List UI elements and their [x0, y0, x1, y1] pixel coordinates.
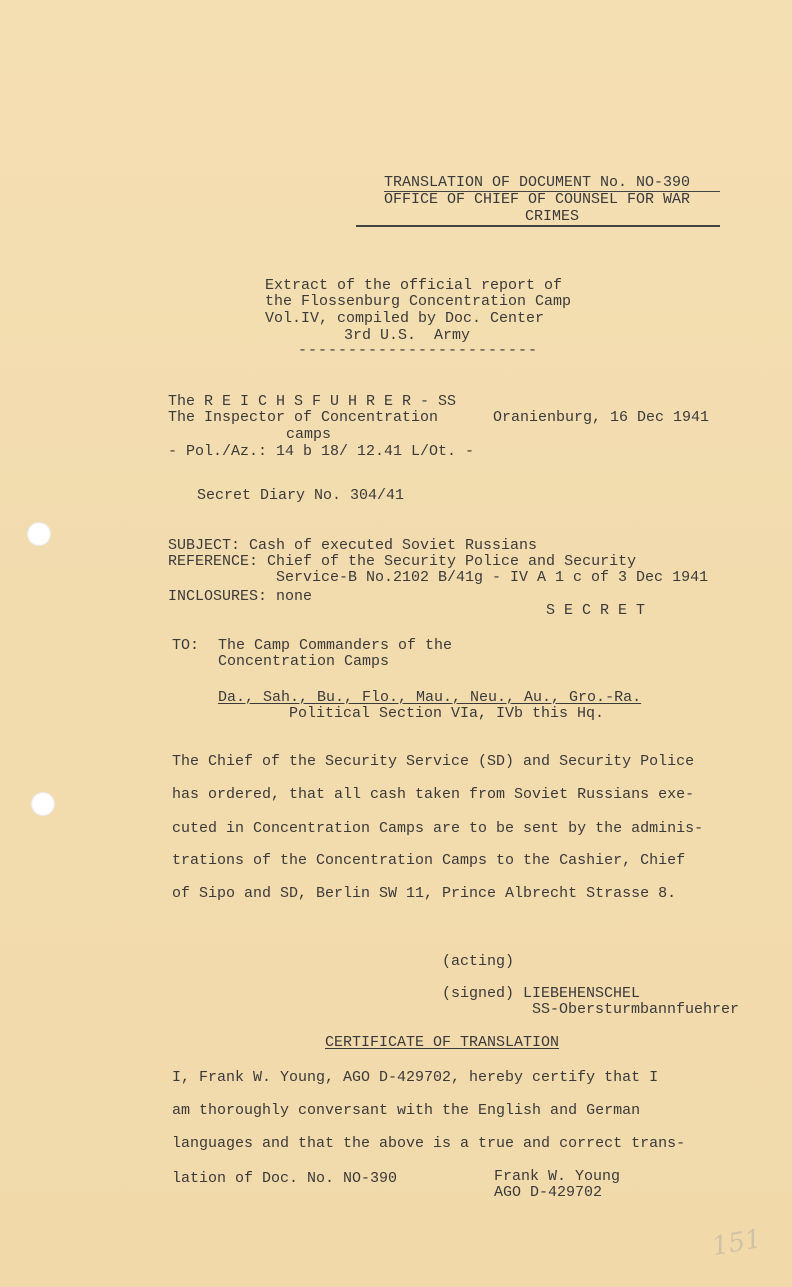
signature-rank: SS-Obersturmbannfuehrer	[532, 1001, 740, 1018]
to-line1: The Camp Commanders of the	[218, 637, 453, 654]
extract-line4: 3rd U.S. Army	[344, 327, 471, 344]
certificate-line3: languages and that the above is a true and correct trans-	[172, 1135, 686, 1152]
political-section: Political Section VIa, IVb this Hq.	[289, 705, 605, 722]
body-line2: has ordered, that all cash taken from Soviet Russians exe-	[172, 786, 695, 803]
extract-line2: the Flossenburg Concentration Camp	[265, 293, 572, 310]
folio-number: 151	[709, 1223, 764, 1263]
translator-id: AGO D-429702	[494, 1184, 603, 1201]
punch-hole	[27, 522, 51, 546]
punch-hole	[31, 792, 55, 816]
certificate-line2: am thoroughly conversant with the English and German	[172, 1102, 641, 1119]
signature-signed: (signed) LIEBEHENSCHEL	[442, 985, 641, 1002]
header-title-line3: CRIMES	[525, 208, 580, 225]
secret-diary: Secret Diary No. 304/41	[197, 487, 405, 504]
certificate-line4: lation of Doc. No. NO-390	[172, 1170, 398, 1187]
reference-number: - Pol./Az.: 14 b 18/ 12.41 L/Ot. -	[168, 443, 475, 460]
header-title-line2: OFFICE OF CHIEF OF COUNSEL FOR WAR	[384, 191, 691, 208]
signature-acting: (acting)	[442, 953, 515, 970]
subject-line: SUBJECT: Cash of executed Soviet Russians	[168, 537, 538, 554]
body-line5: of Sipo and SD, Berlin SW 11, Prince Albrecht Strasse 8.	[172, 885, 677, 902]
letterhead-line2b: camps	[286, 426, 332, 443]
inclosures-line: INCLOSURES: none	[168, 588, 313, 605]
translator-name: Frank W. Young	[494, 1168, 621, 1185]
extract-line1: Extract of the official report of	[265, 277, 563, 294]
letterhead-line2: The Inspector of Concentration	[168, 409, 439, 426]
extract-line3: Vol.IV, compiled by Doc. Center	[265, 310, 545, 327]
to-label: TO:	[172, 637, 200, 654]
secret-stamp: S E C R E T	[546, 602, 646, 619]
certificate-title: CERTIFICATE OF TRANSLATION	[325, 1034, 560, 1051]
camp-list: Da., Sah., Bu., Flo., Mau., Neu., Au., Gro.-Ra.	[218, 689, 642, 706]
letterhead-line1: The R E I C H S F U H R E R - SS	[168, 393, 457, 410]
reference-line1: REFERENCE: Chief of the Security Police and Security	[168, 553, 637, 570]
header-rule	[356, 225, 720, 227]
header-title-line1: TRANSLATION OF DOCUMENT No. NO-390	[384, 174, 691, 191]
body-line3: cuted in Concentration Camps are to be sent by the adminis-	[172, 820, 704, 837]
to-line2: Concentration Camps	[218, 653, 390, 670]
place-date: Oranienburg, 16 Dec 1941	[493, 409, 710, 426]
body-line1: The Chief of the Security Service (SD) and Security Police	[172, 753, 695, 770]
reference-line2: Service-B No.2102 B/41g - IV A 1 c of 3 Dec 1941	[276, 569, 709, 586]
certificate-line1: I, Frank W. Young, AGO D-429702, hereby certify that I	[172, 1069, 659, 1086]
extract-divider: ------------------------	[298, 342, 539, 359]
body-line4: trations of the Concentration Camps to the Cashier, Chief	[172, 852, 686, 869]
